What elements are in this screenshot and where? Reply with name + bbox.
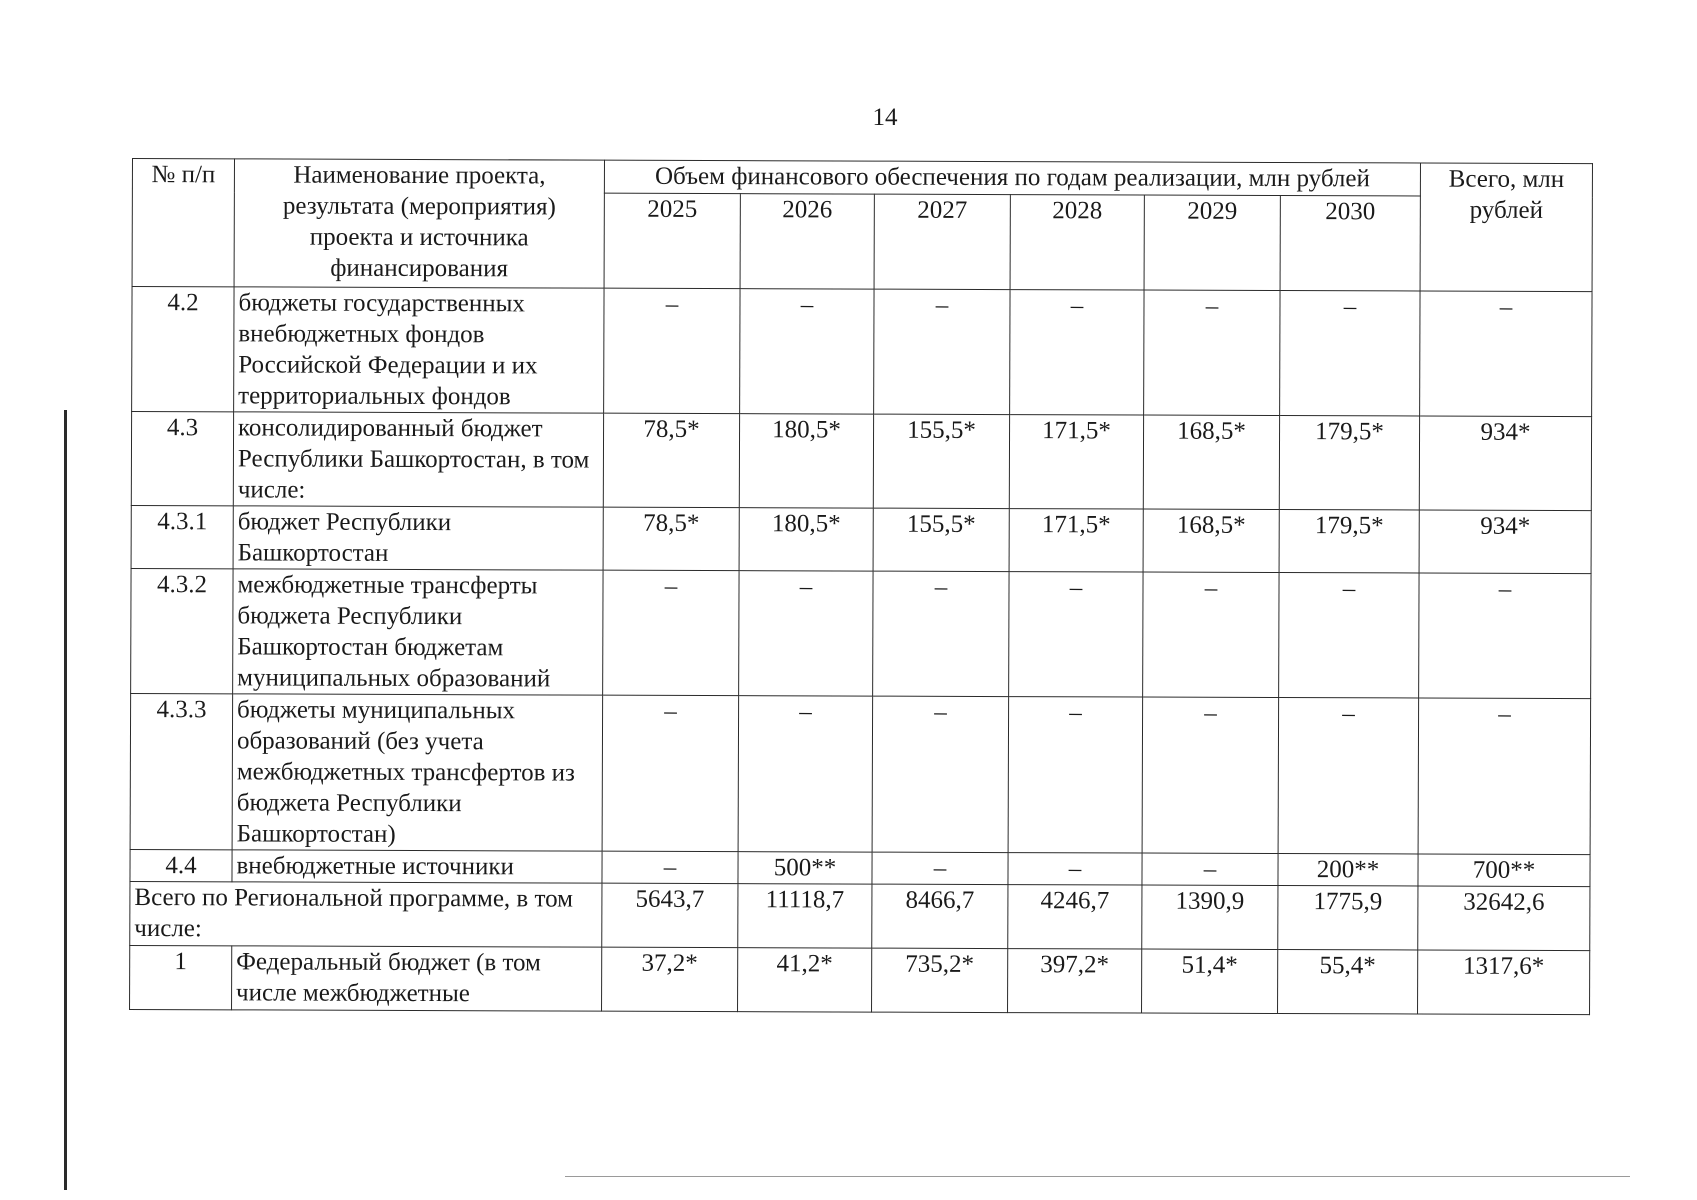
total-row-value: 1775,9 — [1278, 886, 1418, 950]
row-name: бюджеты муниципальных образований (без учета межбюджетных трансфертов из бюджета Республики Башкортостан) — [232, 694, 603, 851]
row-num: 4.4 — [130, 849, 232, 881]
row-value: – — [872, 696, 1009, 852]
total-row-total: 32642,6 — [1418, 886, 1590, 951]
header-year: 2027 — [874, 194, 1010, 289]
header-year: 2029 — [1144, 195, 1280, 290]
total-row-value: 4246,7 — [1008, 885, 1142, 949]
row-name: межбюджетные трансферты бюджета Республики Башкортостан бюджетам муниципальных образований — [233, 569, 603, 695]
header-total: Всего, млн рублей — [1420, 163, 1592, 292]
total-row-value: 8466,7 — [872, 884, 1008, 948]
row-value: 200** — [1278, 854, 1418, 886]
row-value: 78,5* — [603, 413, 739, 507]
total-row-value: 1390,9 — [1142, 885, 1278, 949]
row-value: – — [602, 695, 739, 851]
header-year: 2030 — [1280, 196, 1420, 291]
row-value: – — [1008, 853, 1142, 885]
row-value: – — [1143, 572, 1279, 697]
row-value: – — [738, 696, 873, 852]
bottom-rule — [565, 1176, 1630, 1177]
row-value: 180,5* — [739, 414, 873, 508]
row-value: – — [740, 289, 874, 414]
row-total: – — [1418, 698, 1591, 855]
header-num: № п/п — [132, 159, 234, 287]
row-num: 4.3.2 — [131, 568, 233, 693]
row-value: 171,5* — [1009, 415, 1143, 509]
row-total: 700** — [1418, 854, 1590, 887]
row-value: 168,5* — [1143, 509, 1279, 572]
table-row — [131, 412, 1591, 511]
row-value: – — [603, 570, 739, 695]
row-value: 397,2* — [1008, 949, 1142, 1013]
table-row — [130, 945, 1590, 1014]
row-value: – — [602, 851, 738, 883]
row-value: – — [604, 288, 740, 413]
header-year: 2028 — [1010, 195, 1144, 290]
row-total: 934* — [1419, 510, 1591, 574]
header-row-1 — [132, 159, 1592, 197]
row-value: – — [1010, 290, 1144, 415]
row-total: 1317,6* — [1418, 950, 1590, 1015]
row-value: 500** — [738, 852, 872, 884]
row-value: – — [874, 289, 1010, 414]
row-value: 155,5* — [873, 508, 1009, 571]
row-value: 37,2* — [602, 947, 738, 1011]
row-value: – — [1142, 853, 1278, 885]
total-row-value: 5643,7 — [602, 883, 738, 947]
row-name: бюджет Республики Башкортостан — [233, 506, 603, 570]
row-total: – — [1419, 573, 1591, 699]
row-num: 4.3.1 — [131, 505, 233, 568]
row-num: 4.2 — [132, 287, 234, 412]
row-value: – — [873, 571, 1009, 696]
row-value: – — [1142, 697, 1279, 853]
row-num: 4.3 — [131, 412, 233, 506]
row-value: – — [1008, 697, 1143, 853]
row-total: 934* — [1419, 416, 1591, 511]
row-value: 179,5* — [1279, 416, 1419, 510]
table-row — [131, 505, 1591, 573]
row-value: 179,5* — [1279, 510, 1419, 573]
row-num: 1 — [130, 945, 232, 1009]
row-value: 51,4* — [1142, 949, 1278, 1013]
row-value: – — [1144, 290, 1280, 415]
table-row — [132, 287, 1592, 417]
row-name: Федеральный бюджет (в том числе межбюджетные — [232, 946, 602, 1011]
row-num: 4.3.3 — [130, 693, 233, 849]
table-row — [130, 849, 1590, 886]
row-total: – — [1420, 291, 1592, 417]
row-value: 55,4* — [1278, 950, 1418, 1014]
header-year: 2025 — [604, 193, 740, 288]
row-value: – — [1279, 573, 1419, 698]
row-value: 180,5* — [739, 508, 873, 571]
row-value: 155,5* — [873, 414, 1009, 508]
total-row — [130, 881, 1590, 950]
header-group: Объем финансового обеспечения по годам реализации, млн рублей — [604, 160, 1420, 196]
row-value: – — [1280, 291, 1420, 416]
total-row-value: 11118,7 — [738, 884, 872, 948]
header-year: 2026 — [740, 194, 874, 289]
row-value: 735,2* — [872, 948, 1008, 1012]
page-number: 14 — [872, 104, 898, 131]
row-name: бюджеты государственных внебюджетных фондов Российской Федерации и их территориальных фондов — [234, 287, 604, 413]
row-name: консолидированный бюджет Республики Башкортостан, в том числе: — [233, 412, 603, 507]
row-value: – — [739, 571, 873, 696]
row-value: – — [1009, 572, 1143, 697]
row-name: внебюджетные источники — [232, 850, 602, 883]
row-value: 41,2* — [738, 948, 872, 1012]
row-value: 171,5* — [1009, 509, 1143, 572]
financing-table — [129, 158, 1593, 1015]
header-name: Наименование проекта, результата (мероприятия) проекта и источника финансирования — [234, 159, 604, 288]
margin-line — [64, 410, 67, 1190]
table-row — [131, 568, 1591, 698]
row-value: – — [872, 852, 1008, 884]
row-value: – — [1278, 698, 1419, 854]
row-value: 168,5* — [1143, 415, 1279, 509]
row-value: 78,5* — [603, 507, 739, 570]
total-row-label: Всего по Региональной программе, в том числе: — [130, 881, 602, 947]
table-row — [130, 693, 1591, 854]
